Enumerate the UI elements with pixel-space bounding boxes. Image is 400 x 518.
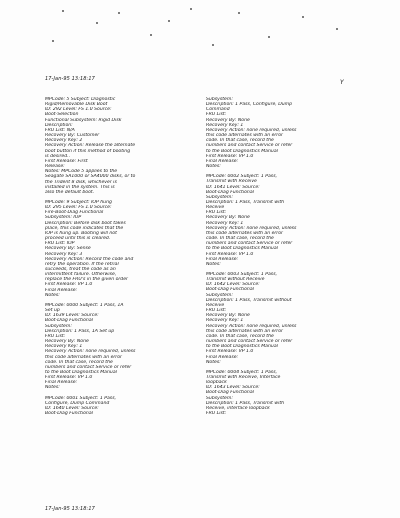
text-line: FRU List: — [206, 210, 227, 216]
text-line: Description: Before disk boot takes — [45, 220, 126, 226]
text-line: Command — [206, 107, 230, 113]
text-line: code. In that case, record the — [45, 359, 113, 365]
text-line: Transmit with Receive — [206, 179, 257, 185]
text-line: to the Boot Diagnostics Manual — [206, 246, 278, 252]
text-line: also the default boot. — [45, 189, 95, 195]
text-line: replace the FRU's in the given order — [45, 277, 128, 283]
text-line: Description: 1 Pass, Configure, Dump — [206, 102, 293, 108]
text-line: Recovery Action: none required, unless — [45, 349, 136, 355]
text-line: Recovery Key: 1 — [45, 344, 83, 350]
text-line: Seagate SA1000 or SA4000 disks, or to — [45, 174, 136, 180]
text-line: Notes: — [206, 261, 221, 267]
text-line: Recovery Action: none required, unless — [206, 323, 297, 329]
text-line: installed in the system. This is — [45, 184, 115, 190]
text-line: Functional Subsystem: Rigid Disk — [45, 117, 122, 123]
text-line: Boot-Diag Functional — [45, 411, 93, 417]
text-line: Boot-Diag Functional — [206, 189, 254, 195]
text-line: MPCode: 9 Subject: IOP hung — [45, 199, 112, 205]
text-line: the Trident 8 disk, whichever is — [45, 179, 117, 185]
text-line: MPCode: 0004 Subject: 1 Pass, — [206, 369, 278, 375]
text-line: Receive, interface loopback — [206, 405, 270, 411]
text-line: to the Boot Diagnostics Manual — [206, 148, 278, 154]
text-line: Description: 1 Pass, Transmit with — [206, 400, 285, 406]
text-line: ID: 1640 Level: Source: — [45, 405, 99, 411]
text-line: Recovery By: Sense — [45, 246, 91, 252]
text-line: Recovery By: Customer — [45, 133, 100, 139]
text-line: FRU List: — [206, 112, 227, 118]
text-line: First Release: VP 1.0 — [45, 375, 93, 381]
text-line: ID: 1641 Level: Source: — [206, 184, 260, 190]
text-line: Recovery By: None — [206, 215, 250, 221]
text-line: Subsystem: — [206, 395, 233, 401]
text-line: Recovery Action: Record the code and — [45, 256, 134, 262]
text-line: Transmit with Receive, Interface — [206, 374, 281, 380]
text-line: Final Release: — [206, 158, 239, 164]
text-line: Boot-Diag Functional — [206, 287, 254, 293]
text-line: Final Release: — [45, 380, 78, 386]
text-line: First Release: VP 1.0 — [45, 282, 93, 288]
text-line: this code alternates with an error — [45, 354, 122, 360]
text-line: Recovery Key: 3 — [45, 251, 83, 257]
text-line: ID: 292 Level: FS 1.0 Source: — [45, 107, 112, 113]
footer-timestamp: 17-Jan-95 13:18:17 — [45, 506, 95, 512]
text-line: succeeds, treat the code as an — [45, 267, 116, 272]
text-line: to the Boot Diagnostics Manual — [45, 369, 117, 375]
text-line: Receive — [206, 302, 225, 308]
text-line: Rigid/Removable Disk Boot — [45, 102, 108, 108]
text-line: FRU List: — [206, 411, 227, 417]
text-line: Recovery Action: Release the alternate — [45, 143, 136, 149]
text-line: Subsystem: — [206, 292, 233, 298]
header-timestamp: 17-Jan-95 13:18:17 — [45, 76, 95, 82]
scan-noise — [0, 0, 400, 60]
text-line: Receive — [206, 205, 225, 211]
text-line: MPCode: 5 Subject: Diagnostic — [45, 97, 116, 102]
text-line: loopback — [206, 380, 227, 386]
text-line: Subsystem: — [206, 194, 233, 200]
text-line: is desired.. — [45, 153, 71, 159]
text-line: code. In that case, record the — [206, 236, 274, 242]
text-line: Description: — [45, 122, 73, 128]
text-line: numbers and contact Service or refer — [206, 339, 293, 345]
text-line: numbers and contact Service or refer — [206, 143, 293, 149]
text-line: Recovery By: None — [206, 117, 250, 123]
text-line: First Release: First — [45, 158, 88, 164]
text-line: numbers and contact Service or refer — [45, 364, 132, 370]
text-line: FRU List: — [45, 333, 66, 339]
text-line: proceed until this is cleared. — [45, 236, 111, 242]
text-line: Boot-Selection — [45, 112, 79, 118]
text-line: this code alternates with an error — [206, 328, 283, 334]
text-line: to the Boot Diagnostics Manual — [206, 344, 278, 350]
text-line: boot button if this method of booting — [45, 148, 131, 154]
text-line: MPCode: 0000 Subject: 1 Pass, 1A — [45, 302, 124, 308]
text-line: Subsystem: IOP — [45, 215, 82, 221]
text-line: Description: 1 Pass, Transmit with — [206, 199, 285, 205]
text-line: First Release: VP 1.0 — [206, 349, 254, 355]
text-line: Recovery By: None — [45, 339, 89, 345]
text-line: Boot-Diag Functional — [45, 318, 93, 324]
left-column — [45, 97, 195, 416]
text-line: First Release: VP 1.0 — [206, 153, 254, 159]
text-line: Recovery Action: none required, unless — [206, 127, 297, 133]
text-line: Final Release: — [206, 256, 239, 262]
text-line: this code alternates with an error — [206, 230, 283, 236]
right-column — [206, 97, 358, 416]
margin-mark: Y — [340, 79, 344, 86]
text-line: ID: 1639 Level: Source: — [45, 313, 99, 319]
text-line: Boot-Diag Functional — [206, 390, 254, 396]
text-line: Notes: — [206, 359, 221, 365]
text-line: Final Release: — [206, 354, 239, 360]
text-line: Recovery Action: none required, unless — [206, 225, 297, 231]
text-line: Description: 1 Pass, Transmit without — [206, 297, 292, 303]
text-line: ID: 295 Level: FS 1.0 Source: — [45, 205, 112, 211]
text-line: ID: 1642 Level: Source: — [206, 282, 260, 288]
text-line: First Release: VP 1.0 — [206, 251, 254, 257]
text-line: MPCode: 0003 Subject: 1 Pass, — [206, 272, 278, 277]
text-line: Recovery By: None — [206, 313, 250, 319]
text-line: intermittent failure. Otherwise, — [45, 272, 117, 278]
text-line: Recovery Key: 1 — [206, 220, 244, 226]
text-line: Recovery Key: 1 — [206, 122, 244, 128]
text-line: Fire-Boot-Diag Functional — [45, 210, 104, 216]
text-line: Notes: — [45, 292, 60, 298]
text-line: Release: — [45, 164, 65, 170]
text-line: Notes: MPCode 5 applies to the — [45, 169, 118, 175]
text-line: place, this code indicates that the — [45, 225, 124, 231]
text-line: code. In that case, record the — [206, 333, 274, 339]
text-line: Final Release: — [45, 287, 78, 293]
text-line: FRU List: IOP — [45, 241, 75, 247]
text-line: Notes: — [206, 164, 221, 170]
text-line: MPCode: 0001 Subject: 1 Pass, — [45, 395, 117, 401]
text-line: FRU List: — [206, 308, 227, 314]
text-line: this code alternates with an error — [206, 133, 283, 139]
text-line: ID: 1643 Level: Source: — [206, 385, 260, 391]
text-line: MPCode: 0002 Subject: 1 Pass, — [206, 174, 278, 180]
text-line: Transmit without Receive — [206, 277, 265, 283]
text-line: FRU List: N/A — [45, 127, 75, 133]
text-line: Set up — [45, 308, 60, 314]
text-line: Notes: — [45, 385, 60, 391]
text-line: Description: 1 Pass, 1A Set up — [45, 328, 115, 334]
text-line: Configure, Dump Command — [45, 400, 110, 406]
text-line: retry the operation. If the retrial — [45, 261, 119, 267]
text-line: Subsystem: — [206, 97, 233, 102]
text-line: Recovery Key: 1 — [206, 318, 244, 324]
text-line: code. In that case, record the — [206, 138, 274, 144]
text-line: numbers and contact Service or refer — [206, 241, 293, 247]
text-line: Subsystem: — [45, 323, 72, 329]
text-line: Recovery Key: 2 — [45, 138, 83, 144]
text-line: IOP is hung up. Booting will not — [45, 230, 117, 236]
